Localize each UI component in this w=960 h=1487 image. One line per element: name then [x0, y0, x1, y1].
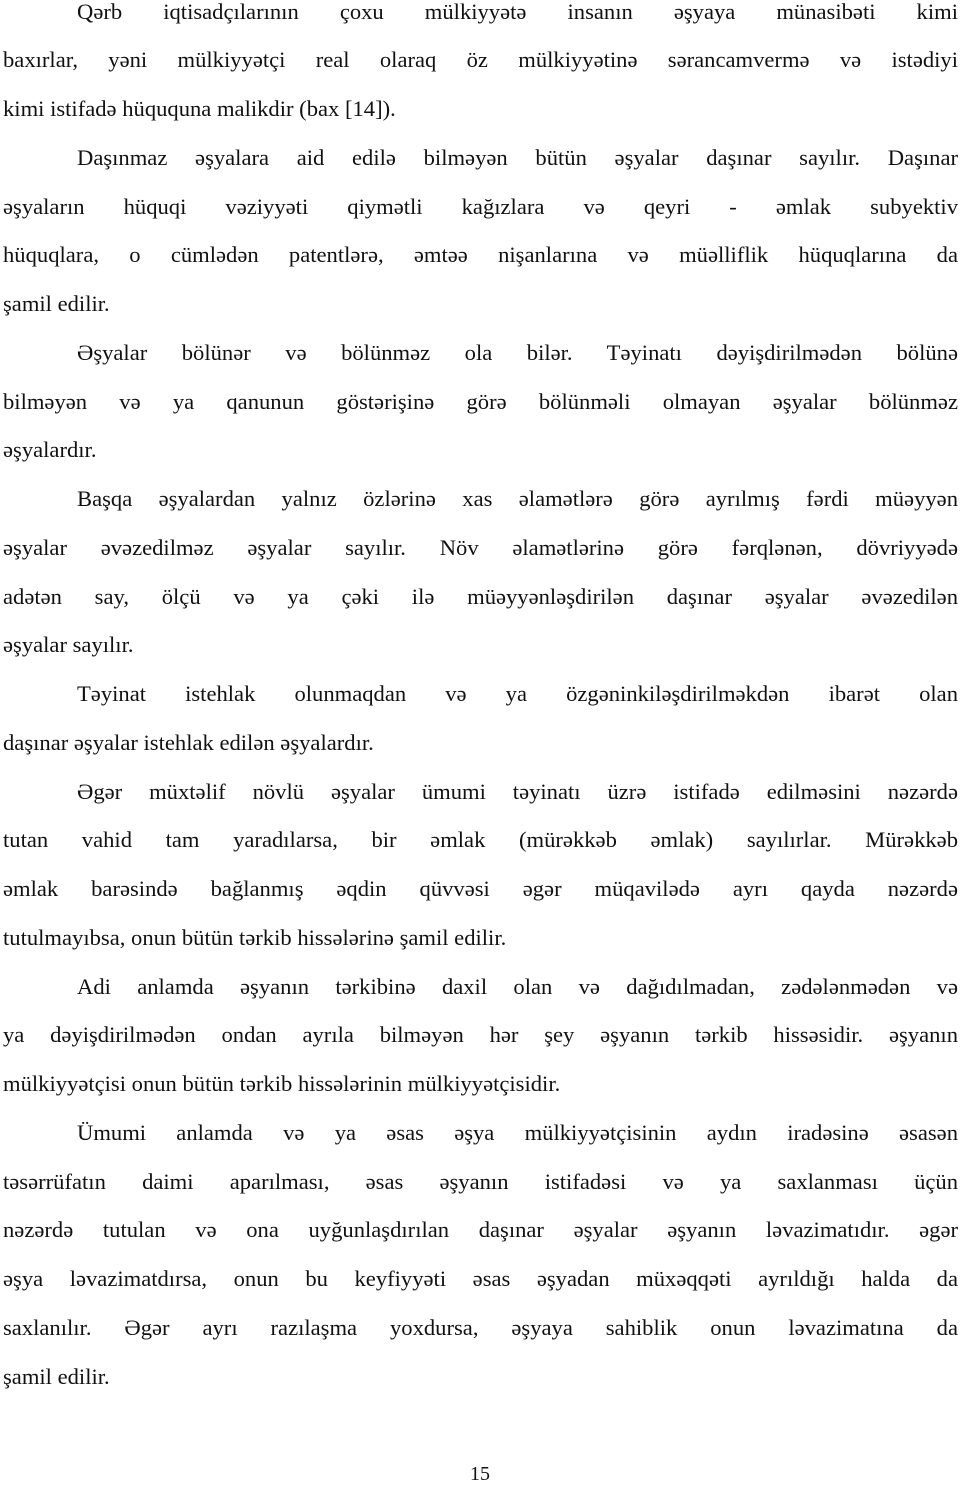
text-line: daşınar əşyalar istehlak edilən əşyalardır. — [3, 730, 374, 755]
text-line: əşyalardır. — [3, 437, 97, 462]
text-line: mülkiyyətçisi onun bütün tərkib hissələrinin mülkiyyətçisidir. — [3, 1071, 561, 1096]
text-line: tutulmayıbsa, onun bütün tərkib hissələrinə şamil edilir. — [3, 925, 507, 950]
text-line: Qərb iqtisadçılarının çoxu mülkiyyətə insanın əşyaya münasibəti kimi — [77, 0, 958, 24]
text-line: əşyalar sayılır. — [3, 632, 134, 657]
text-line: Əgər müxtəlif növlü əşyalar ümumi təyinatı üzrə istifadə edilməsini nəzərdə — [77, 779, 958, 804]
text-line: əşyaların hüquqi vəziyyəti qiymətli kağızlara və qeyri - əmlak subyektiv — [3, 194, 958, 219]
text-line: ya dəyişdirilmədən ondan ayrıla bilməyən hər şey əşyanın tərkib hissəsidir. əşyanın — [3, 1022, 958, 1047]
text-line: təsərrüfatın daimi aparılması, əsas əşyanın istifadəsi və ya saxlanması üçün — [3, 1169, 958, 1194]
text-line: əşyalar əvəzedilməz əşyalar sayılır. Növ əlamətlərinə görə fərqlənən, dövriyyədə — [3, 535, 958, 560]
text-line: nəzərdə tutulan və ona uyğunlaşdırılan daşınar əşyalar əşyanın ləvazimatıdır. əgər — [3, 1217, 958, 1242]
text-line: əmlak barəsində bağlanmış əqdin qüvvəsi əgər müqavilədə ayrı qayda nəzərdə — [3, 876, 958, 901]
text-line: Təyinat istehlak olunmaqdan və ya özgəninkiləşdirilməkdən ibarət olan — [77, 681, 958, 706]
text-line: şamil edilir. — [3, 1364, 110, 1389]
text-line: baxırlar, yəni mülkiyyətçi real olaraq öz mülkiyyətinə sərancamvermə və istədiyi — [3, 47, 958, 72]
text-line: Başqa əşyalardan yalnız özlərinə xas əlamətlərə görə ayrılmış fərdi müəyyən — [77, 486, 958, 511]
page-number: 15 — [470, 1463, 490, 1485]
text-line: şamil edilir. — [3, 291, 110, 316]
text-line: Daşınmaz əşyalara aid edilə bilməyən bütün əşyalar daşınar sayılır. Daşınar — [77, 145, 958, 170]
text-line: Əşyalar bölünər və bölünməz ola bilər. Təyinatı dəyişdirilmədən bölünə — [77, 340, 958, 365]
text-line: adətən say, ölçü və ya çəki ilə müəyyənləşdirilən daşınar əşyalar əvəzedilən — [3, 584, 958, 609]
text-line: əşya ləvazimatdırsa, onun bu keyfiyyəti əsas əşyadan müxəqqəti ayrıldığı halda da — [3, 1266, 958, 1291]
text-line: hüquqlara, o cümlədən patentlərə, əmtəə nişanlarına və müəlliflik hüquqlarına da — [3, 242, 958, 267]
text-line: saxlanılır. Əgər ayrı razılaşma yoxdursa, əşyaya sahiblik onun ləvazimatına da — [3, 1315, 958, 1340]
text-line: kimi istifadə hüququna malikdir (bax [14]). — [3, 96, 396, 121]
text-line: Adi anlamda əşyanın tərkibinə daxil olan və dağıdılmadan, zədələnmədən və — [77, 974, 958, 999]
text-line: tutan vahid tam yaradılarsa, bir əmlak (mürəkkəb əmlak) sayılırlar. Mürəkkəb — [3, 827, 958, 852]
text-line: bilməyən və ya qanunun göstərişinə görə bölünməli olmayan əşyalar bölünməz — [3, 389, 958, 414]
text-line: Ümumi anlamda və ya əsas əşya mülkiyyətçisinin aydın iradəsinə əsasən — [77, 1120, 958, 1145]
